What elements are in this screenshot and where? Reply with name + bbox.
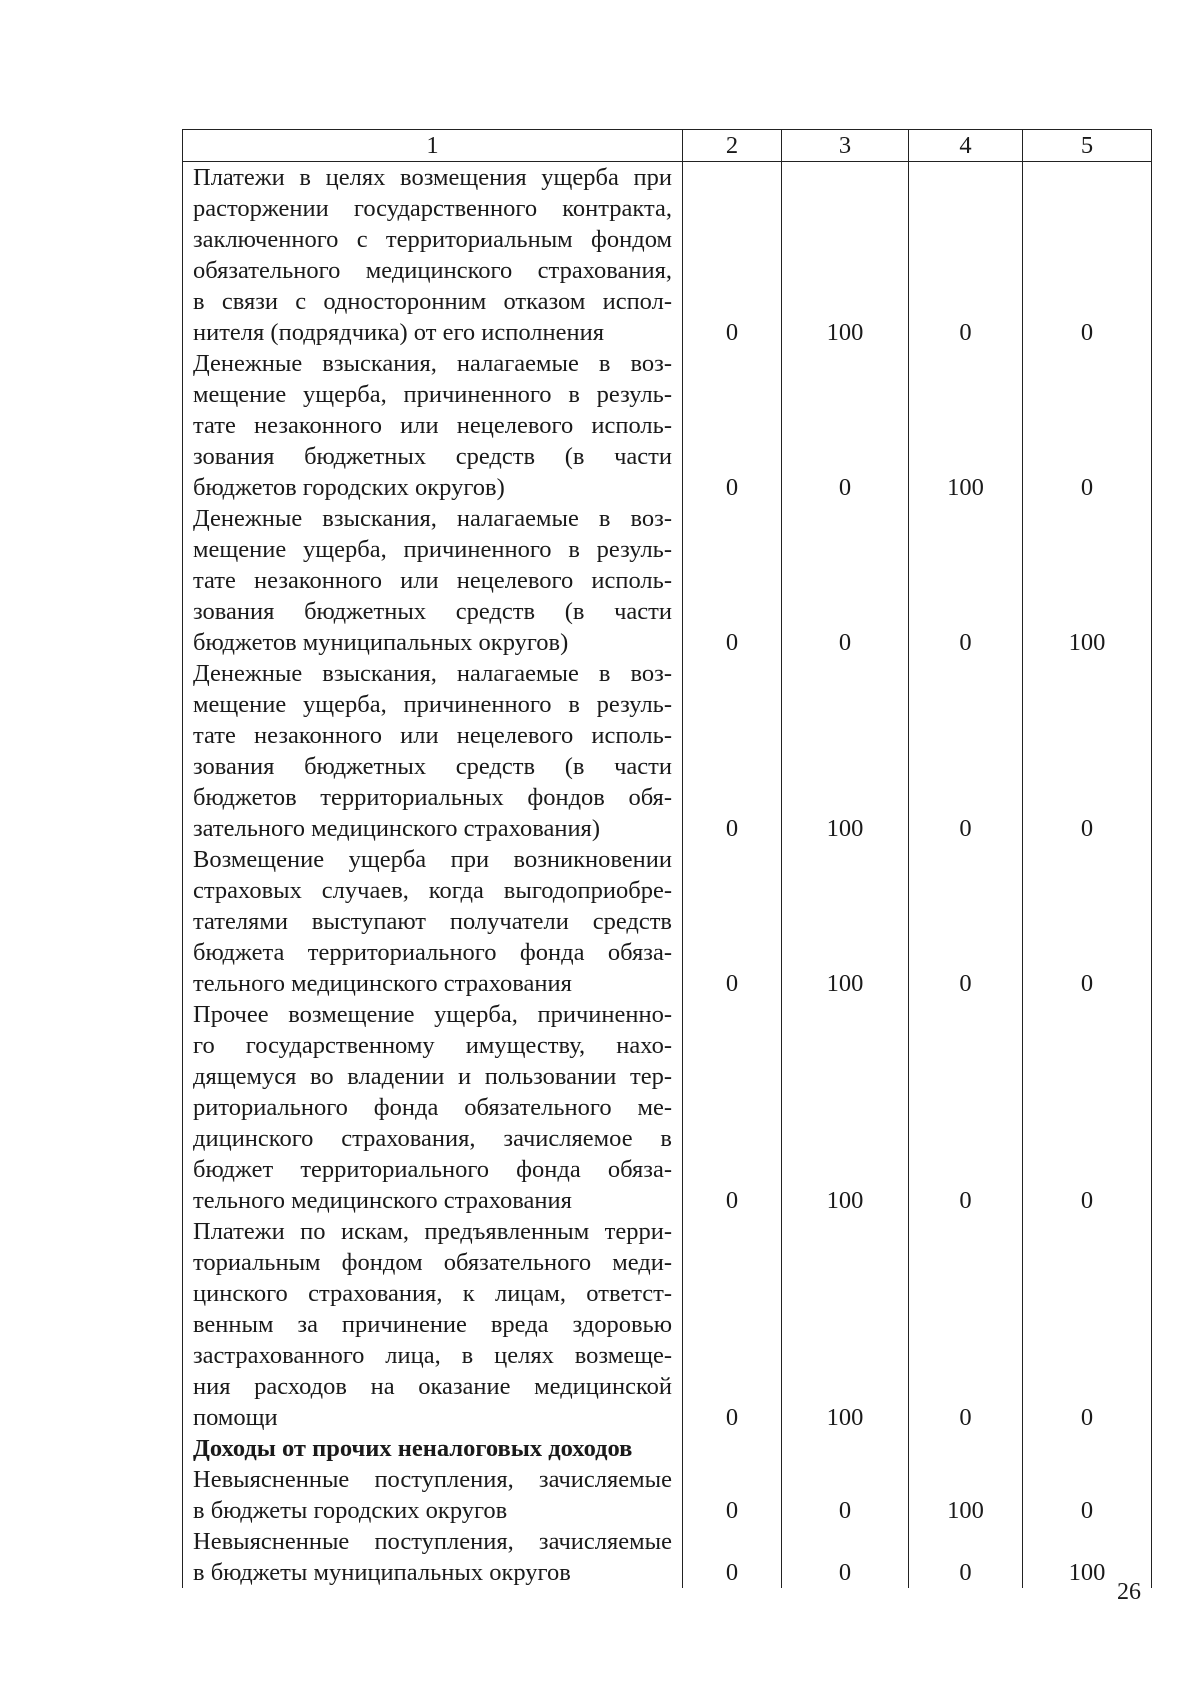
- revenue-item-name-line: Платежи в целях возмещения ущерба при: [193, 164, 672, 191]
- percentage-cell-col-5: 0: [1023, 844, 1152, 999]
- revenue-item-name-line: страховых случаев, когда выгодоприобре-: [193, 877, 672, 904]
- percentage-cell-col-5: 0: [1023, 348, 1152, 503]
- revenue-item-name: [183, 1464, 683, 1526]
- revenue-item-name: [183, 348, 683, 503]
- percentage-cell-col-3: 0: [782, 1526, 909, 1588]
- percentage-cell-col-4: [909, 1433, 1023, 1464]
- percentage-cell-col-3: 100: [782, 844, 909, 999]
- column-header-4: 4: [909, 130, 1023, 162]
- revenue-item-name-line: в связи с односторонним отказом испол-: [193, 288, 672, 315]
- percentage-cell-col-4: 0: [909, 658, 1023, 844]
- revenue-item-name: [183, 658, 683, 844]
- revenue-item-name-line: мещение ущерба, причиненного в резуль-: [193, 691, 672, 718]
- revenue-item-name-line: Невыясненные поступления, зачисляемые: [193, 1528, 672, 1555]
- revenue-item-name: [183, 1526, 683, 1588]
- revenue-item-name: [183, 1216, 683, 1433]
- revenue-item-name-line: тате незаконного или нецелевого исполь-: [193, 567, 672, 594]
- table-row: [183, 1216, 1152, 1433]
- revenue-item-name-line: бюджетов территориальных фондов обя-: [193, 784, 672, 811]
- revenue-item-name-line: помощи: [193, 1404, 278, 1431]
- revenue-item-name-line: заключенного с территориальным фондом: [193, 226, 672, 253]
- revenue-item-name-line: Денежные взыскания, налагаемые в воз-: [193, 350, 672, 377]
- percentage-cell-col-5: 0: [1023, 999, 1152, 1216]
- percentage-cell-col-2: 0: [683, 503, 782, 658]
- percentage-cell-col-5: 100: [1023, 1526, 1152, 1588]
- revenue-item-name-line: Возмещение ущерба при возникновении: [193, 846, 672, 873]
- revenue-item-name-line: зования бюджетных средств (в части: [193, 753, 672, 780]
- revenue-item-name-line: зования бюджетных средств (в части: [193, 598, 672, 625]
- revenue-item-name-line: мещение ущерба, причиненного в резуль-: [193, 536, 672, 563]
- revenue-item-name-line: го государственному имуществу, нахо-: [193, 1032, 672, 1059]
- percentage-cell-col-4: 0: [909, 999, 1023, 1216]
- revenue-item-name-line: Платежи по искам, предъявленным терри-: [193, 1218, 672, 1245]
- table-row: [183, 844, 1152, 999]
- revenue-item-name-line: мещение ущерба, причиненного в резуль-: [193, 381, 672, 408]
- percentage-cell-col-3: 0: [782, 503, 909, 658]
- table-row: [183, 1464, 1152, 1526]
- column-header-1: 1: [183, 130, 683, 162]
- percentage-cell-col-4: 0: [909, 844, 1023, 999]
- percentage-cell-col-4: 0: [909, 1526, 1023, 1588]
- percentage-cell-col-5: [1023, 1433, 1152, 1464]
- revenue-item-name-line: бюджетов муниципальных округов): [193, 629, 569, 656]
- revenue-item-name-line: зования бюджетных средств (в части: [193, 443, 672, 470]
- revenue-item-name: [183, 844, 683, 999]
- percentage-cell-col-3: 100: [782, 999, 909, 1216]
- revenue-item-name-line: нителя (подрядчика) от его исполнения: [193, 319, 604, 346]
- percentage-cell-col-3: 0: [782, 348, 909, 503]
- column-header-3: 3: [782, 130, 909, 162]
- column-header-2: 2: [683, 130, 782, 162]
- percentage-cell-col-3: [782, 1433, 909, 1464]
- percentage-cell-col-5: 0: [1023, 1464, 1152, 1526]
- revenue-item-name-line: тельного медицинского страхования: [193, 1187, 572, 1214]
- percentage-cell-col-2: 0: [683, 999, 782, 1216]
- percentage-cell-col-4: 0: [909, 162, 1023, 349]
- revenue-item-name-line: венным за причинение вреда здоровью: [193, 1311, 672, 1338]
- percentage-cell-col-3: 0: [782, 1464, 909, 1526]
- percentage-cell-col-5: 0: [1023, 658, 1152, 844]
- table-row: [183, 503, 1152, 658]
- percentage-cell-col-5: 0: [1023, 1216, 1152, 1433]
- percentage-cell-col-3: 100: [782, 658, 909, 844]
- page-number: 26: [1117, 1579, 1141, 1605]
- revenue-item-name-line: тате незаконного или нецелевого исполь-: [193, 722, 672, 749]
- percentage-cell-col-2: 0: [683, 1464, 782, 1526]
- percentage-cell-col-2: 0: [683, 844, 782, 999]
- table-row: [183, 1526, 1152, 1588]
- percentage-cell-col-4: 0: [909, 503, 1023, 658]
- revenue-item-name-line: бюджетов городских округов): [193, 474, 505, 501]
- table-row: [183, 348, 1152, 503]
- percentage-cell-col-2: 0: [683, 658, 782, 844]
- revenue-item-name-line: Прочее возмещение ущерба, причиненно-: [193, 1001, 672, 1028]
- revenue-item-name-line: тельного медицинского страхования: [193, 970, 572, 997]
- column-header-5: 5: [1023, 130, 1152, 162]
- percentage-cell-col-2: 0: [683, 162, 782, 349]
- table-header-row: [183, 130, 1152, 162]
- revenue-item-name: [183, 162, 683, 349]
- revenue-item-name-line: застрахованного лица, в целях возмеще-: [193, 1342, 672, 1369]
- percentage-cell-col-3: 100: [782, 1216, 909, 1433]
- percentage-cell-col-5: 100: [1023, 503, 1152, 658]
- revenue-item-name-line: ториальным фондом обязательного меди-: [193, 1249, 672, 1276]
- revenue-item-name-line: Денежные взыскания, налагаемые в воз-: [193, 660, 672, 687]
- revenue-item-name: [183, 503, 683, 658]
- revenue-item-name-line: риториального фонда обязательного ме-: [193, 1094, 672, 1121]
- revenue-item-name-line: обязательного медицинского страхования,: [193, 257, 672, 284]
- revenue-item-name-line: в бюджеты городских округов: [193, 1497, 508, 1524]
- revenue-item-name-line: бюджета территориального фонда обяза-: [193, 939, 672, 966]
- table-body: [183, 162, 1152, 1589]
- percentage-cell-col-3: 100: [782, 162, 909, 349]
- revenue-item-name: [183, 999, 683, 1216]
- percentage-cell-col-2: 0: [683, 348, 782, 503]
- table-row: [183, 658, 1152, 844]
- revenue-item-name-line: расторжении государственного контракта,: [193, 195, 672, 222]
- percentage-cell-col-2: 0: [683, 1526, 782, 1588]
- table-row: [183, 1433, 1152, 1464]
- revenue-item-name-line: Невыясненные поступления, зачисляемые: [193, 1466, 672, 1493]
- table-row: [183, 999, 1152, 1216]
- revenue-item-name-line: ния расходов на оказание медицинской: [193, 1373, 672, 1400]
- percentage-cell-col-5: 0: [1023, 162, 1152, 349]
- revenue-item-name-line: дицинского страхования, зачисляемое в: [193, 1125, 672, 1152]
- percentage-cell-col-4: 100: [909, 348, 1023, 503]
- revenue-item-name-line: цинского страхования, к лицам, ответст-: [193, 1280, 672, 1307]
- percentage-cell-col-4: 100: [909, 1464, 1023, 1526]
- revenue-item-name-line: тателями выступают получатели средств: [193, 908, 672, 935]
- percentage-cell-col-4: 0: [909, 1216, 1023, 1433]
- revenue-distribution-table: [182, 129, 1152, 1588]
- table-row: [183, 162, 1152, 349]
- revenue-item-name: [183, 1433, 683, 1464]
- revenue-item-name-line: Доходы от прочих неналоговых доходов: [193, 1435, 633, 1462]
- revenue-item-name-line: Денежные взыскания, налагаемые в воз-: [193, 505, 672, 532]
- percentage-cell-col-2: 0: [683, 1216, 782, 1433]
- revenue-item-name-line: зательного медицинского страхования): [193, 815, 600, 842]
- revenue-item-name-line: бюджет территориального фонда обяза-: [193, 1156, 672, 1183]
- revenue-item-name-line: тате незаконного или нецелевого исполь-: [193, 412, 672, 439]
- revenue-item-name-line: в бюджеты муниципальных округов: [193, 1559, 571, 1586]
- revenue-item-name-line: дящемуся во владении и пользовании тер-: [193, 1063, 672, 1090]
- percentage-cell-col-2: [683, 1433, 782, 1464]
